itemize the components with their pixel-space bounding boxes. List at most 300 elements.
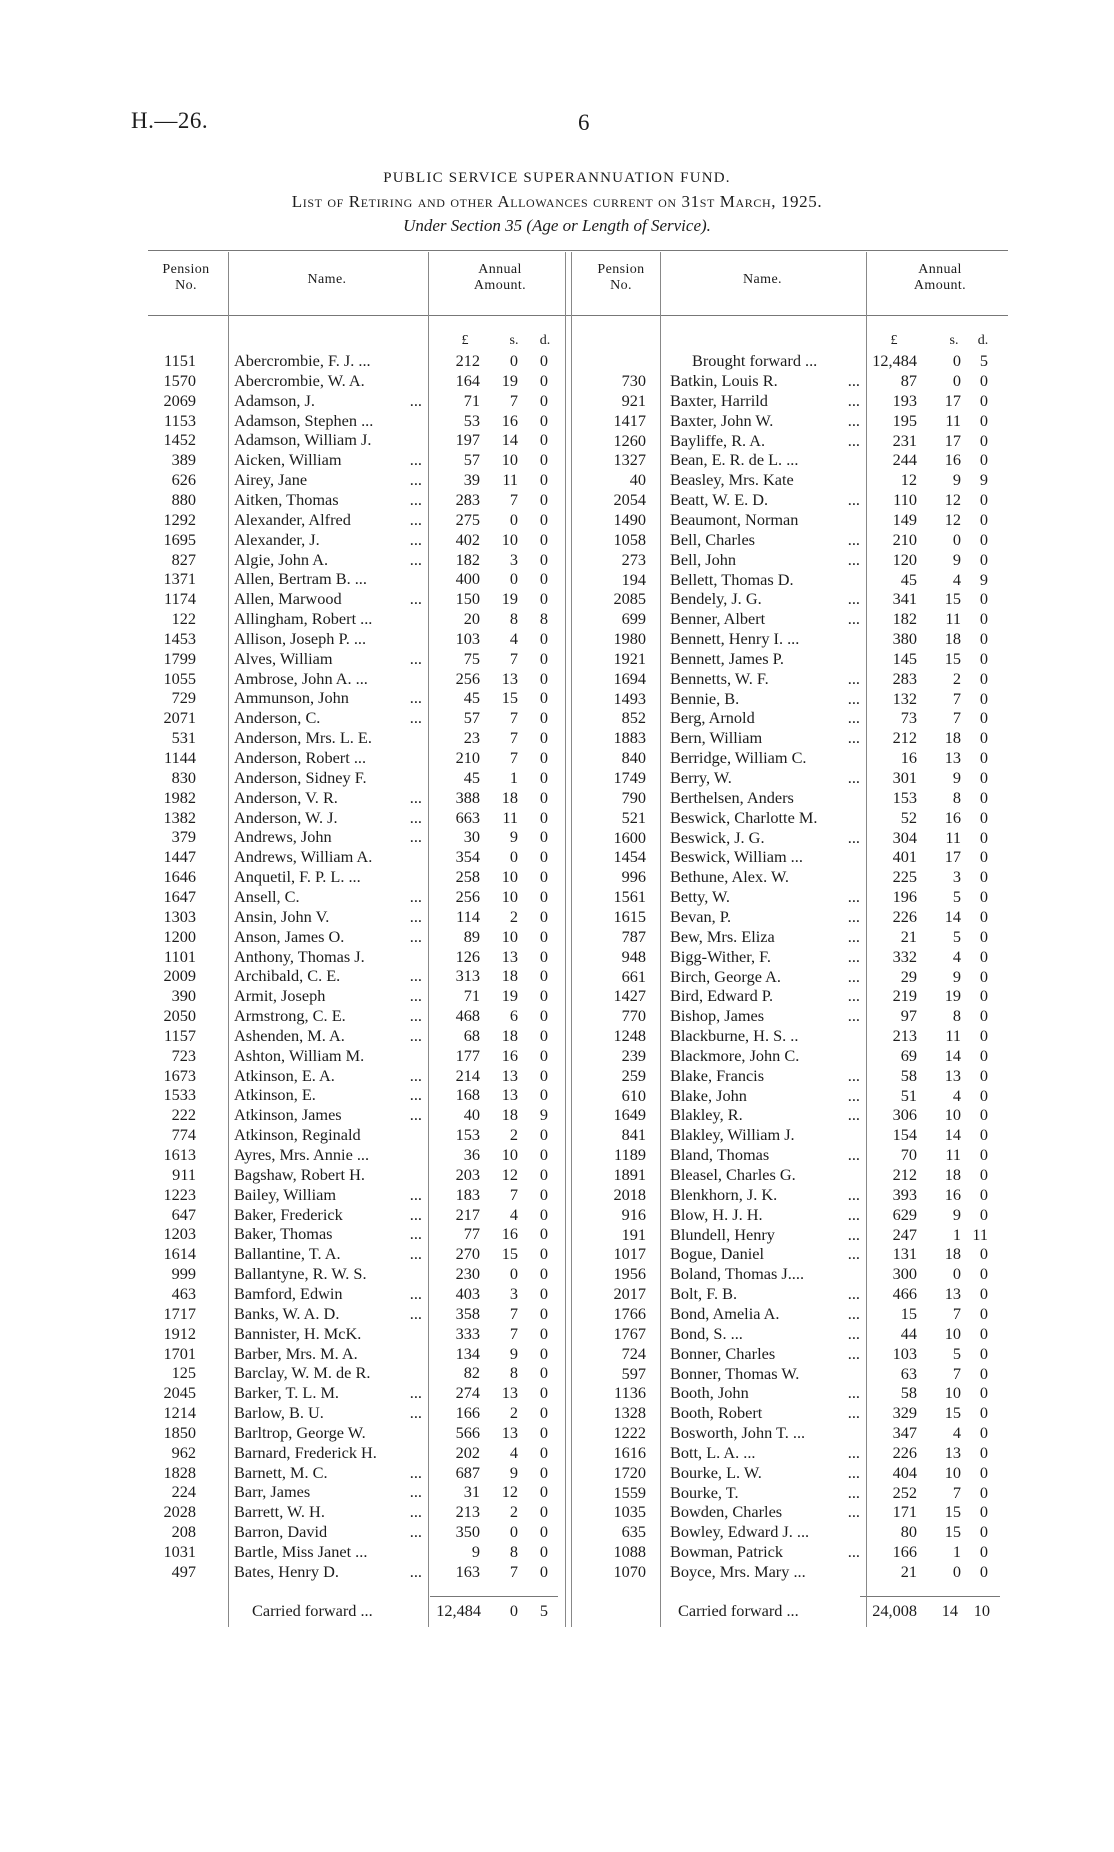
amount-pounds: 231: [892, 430, 917, 450]
amount-pounds: 270: [455, 1244, 480, 1264]
amount-pounds: 210: [455, 748, 480, 767]
amount-pence: 0: [979, 807, 988, 827]
pension-row: [0, 411, 1114, 431]
amount-pence: 0: [539, 1561, 548, 1581]
pension-number: 1701: [163, 1343, 196, 1363]
pension-number: 962: [171, 1442, 196, 1462]
amount-pounds: 313: [455, 966, 480, 986]
amount-shillings: 0: [509, 1264, 518, 1284]
leader-dots: ...: [847, 390, 860, 410]
amount-pounds: 120: [892, 549, 917, 569]
pensioner-name: Barnard, Frederick H.: [234, 1442, 377, 1462]
amount-pounds: 20: [463, 609, 480, 629]
pensioner-name: Ansin, John V.: [234, 906, 330, 926]
pension-number: 597: [621, 1363, 646, 1383]
pension-number: 1646: [163, 867, 196, 887]
amount-shillings: 2: [509, 1502, 518, 1522]
pension-number: 1695: [163, 529, 196, 549]
amount-shillings: 13: [944, 748, 961, 768]
leader-dots: ...: [847, 1065, 860, 1085]
pension-number: 273: [621, 549, 646, 569]
pensioner-name: Atkinson, E. A.: [234, 1065, 335, 1085]
pension-number: 389: [171, 450, 196, 470]
amount-shillings: 9: [509, 1462, 518, 1482]
pensioner-name: Blenkhorn, J. K.: [670, 1184, 778, 1204]
pension-row: [0, 1463, 1114, 1483]
amount-shillings: 0: [509, 569, 518, 589]
pension-number: 1649: [613, 1105, 646, 1125]
pensioner-name: Anson, James O.: [234, 926, 345, 946]
amount-pounds: 274: [455, 1383, 480, 1403]
pension-number: 1891: [613, 1165, 646, 1184]
amount-pence: 0: [539, 1164, 548, 1184]
amount-shillings: 8: [509, 1542, 518, 1561]
pension-number: 1453: [163, 628, 196, 648]
pension-row: [0, 1542, 1114, 1562]
amount-pounds: 36: [463, 1145, 480, 1164]
pensioner-name: Benner, Albert: [670, 609, 766, 629]
pension-number: 2085: [613, 589, 646, 609]
pensioner-name: Atkinson, Reginald: [234, 1125, 361, 1145]
pension-number: 1454: [613, 847, 646, 867]
amount-shillings: 5: [952, 887, 961, 907]
pensioner-name: Barron, David: [234, 1522, 328, 1542]
amount-pounds: 30: [463, 827, 480, 847]
amount-shillings: 17: [944, 390, 961, 410]
pension-number: 1616: [613, 1442, 646, 1462]
amount-shillings: 14: [944, 1045, 961, 1065]
pension-row: [0, 1026, 1114, 1046]
amount-pounds: 150: [455, 589, 480, 609]
amount-shillings: 8: [509, 609, 518, 629]
amount-pounds: 58: [900, 1065, 917, 1085]
amount-pounds: 153: [455, 1125, 480, 1145]
amount-pence: 0: [979, 629, 988, 649]
leader-dots: ...: [847, 430, 860, 450]
amount-pence: 0: [539, 1502, 548, 1522]
pensioner-name: Berridge, William C.: [670, 748, 807, 768]
pensioner-name: Bellett, Thomas D.: [670, 569, 794, 589]
leader-dots: ...: [847, 549, 860, 569]
pension-number: 1417: [613, 410, 646, 430]
amount-shillings: 16: [944, 450, 961, 470]
amount-shillings: 4: [509, 1442, 518, 1462]
leader-dots: ...: [847, 410, 860, 430]
amount-pence: 0: [539, 867, 548, 887]
amount-shillings: 10: [944, 1323, 961, 1343]
amount-pounds: 63: [900, 1363, 917, 1383]
leader-dots: ...: [847, 768, 860, 787]
amount-pence: 0: [979, 966, 988, 986]
leader-dots: ...: [847, 1145, 860, 1165]
amount-shillings: 7: [952, 1482, 961, 1502]
pensioner-name: Adamson, Stephen ...: [234, 410, 374, 430]
amount-shillings: 17: [944, 430, 961, 450]
amount-shillings: 13: [501, 1383, 518, 1403]
pension-number: 2050: [163, 1006, 196, 1026]
amount-shillings: 10: [501, 450, 518, 470]
amount-pounds: 45: [900, 569, 917, 589]
amount-pence: 0: [539, 370, 548, 390]
amount-pence: 0: [539, 827, 548, 847]
header-name: Name.: [743, 272, 782, 287]
pensioner-name: Barr, James: [234, 1482, 311, 1502]
leader-dots: ...: [847, 1442, 860, 1462]
amount-pence: 0: [539, 1422, 548, 1442]
amount-pence: 0: [539, 688, 548, 708]
pensioner-name: Birch, George A.: [670, 966, 781, 986]
pensioner-name: Baxter, Harrild: [670, 390, 768, 410]
amount-shillings: 15: [944, 648, 961, 668]
amount-pence: 0: [539, 470, 548, 490]
amount-pence: 0: [539, 1343, 548, 1363]
amount-shillings: 0: [952, 1264, 961, 1284]
pension-number: 2069: [163, 390, 196, 410]
amount-pounds: 57: [463, 708, 480, 728]
amount-shillings: 17: [944, 847, 961, 867]
amount-shillings: 9: [952, 966, 961, 986]
pension-row: [0, 967, 1114, 987]
pension-number: 2045: [163, 1383, 196, 1403]
right-total-rule: [860, 1596, 1000, 1597]
pensioner-name: Bond, Amelia A.: [670, 1303, 780, 1323]
amount-shillings: 18: [944, 1244, 961, 1264]
amount-pounds: 256: [455, 668, 480, 688]
amount-pounds: 214: [455, 1065, 480, 1085]
amount-pence: 0: [979, 1303, 988, 1323]
amount-shillings: 18: [944, 629, 961, 649]
amount-pounds: 182: [892, 609, 917, 629]
pension-number: 1912: [163, 1323, 196, 1343]
amount-shillings: 10: [501, 529, 518, 549]
amount-shillings: 13: [944, 1065, 961, 1085]
pension-number: 1203: [163, 1224, 196, 1244]
pension-number: 1248: [613, 1026, 646, 1046]
amount-shillings: 1: [509, 767, 518, 787]
amount-shillings: 18: [501, 966, 518, 986]
amount-shillings: 7: [509, 1323, 518, 1343]
amount-pounds: 153: [892, 787, 917, 807]
amount-pence: 0: [539, 748, 548, 767]
amount-shillings: 12: [501, 1482, 518, 1502]
header-pension-no: Pension No.: [162, 262, 210, 293]
amount-pence: 0: [539, 767, 548, 787]
pension-number: 1921: [613, 648, 646, 668]
pensioner-name: Bailey, William: [234, 1184, 336, 1204]
amount-pence: 0: [539, 708, 548, 728]
pensioner-name: Blackburne, H. S. ..: [670, 1026, 799, 1046]
amount-pounds: 341: [892, 589, 917, 609]
amount-pounds: 89: [463, 926, 480, 946]
amount-pounds: 16: [900, 748, 917, 768]
pension-number: 770: [621, 1006, 646, 1026]
leader-dots: ...: [409, 529, 422, 549]
amount-shillings: 0: [952, 529, 961, 549]
leader-dots: ...: [409, 1462, 422, 1482]
pension-number: 1017: [613, 1244, 646, 1264]
pensioner-name: Ballantine, T. A.: [234, 1244, 341, 1264]
amount-pounds: 401: [892, 847, 917, 867]
amount-shillings: 2: [509, 906, 518, 926]
amount-pounds: 166: [455, 1403, 480, 1423]
leader-dots: ...: [409, 1224, 422, 1244]
amount-pounds: 9: [471, 1542, 480, 1561]
amount-pounds: 388: [455, 787, 480, 807]
pension-number: 2018: [613, 1184, 646, 1204]
amount-pence: 0: [539, 1383, 548, 1403]
leader-dots: ...: [847, 926, 860, 946]
amount-shillings: 13: [501, 1422, 518, 1442]
pension-number: 1327: [613, 450, 646, 470]
pension-number: 1144: [164, 748, 196, 767]
pension-number: 699: [621, 609, 646, 629]
pensioner-name: Bannister, H. McK.: [234, 1323, 362, 1343]
amount-pounds: 23: [463, 728, 480, 748]
amount-pounds: 301: [892, 768, 917, 787]
amount-pence: 0: [539, 589, 548, 609]
carried-forward-label: Carried forward ...: [678, 1601, 799, 1620]
amount-pounds: 44: [900, 1323, 917, 1343]
amount-shillings: 10: [501, 867, 518, 887]
amount-shillings: 13: [501, 946, 518, 966]
amount-pence: 0: [539, 1363, 548, 1383]
pensioner-name: Berthelsen, Anders: [670, 787, 794, 807]
amount-pence: 5: [979, 351, 988, 370]
pensioner-name: Blake, John: [670, 1085, 747, 1105]
amount-pence: 0: [979, 1045, 988, 1065]
pension-number: 1382: [163, 807, 196, 827]
pension-number: 463: [171, 1283, 196, 1303]
amount-pounds: 195: [892, 410, 917, 430]
pension-row: [0, 689, 1114, 709]
pensioner-name: Bew, Mrs. Eliza: [670, 926, 775, 946]
leader-dots: ...: [409, 470, 422, 490]
amount-shillings: 9: [509, 1343, 518, 1363]
amount-pounds: 283: [892, 668, 917, 688]
amount-pence: 0: [979, 1442, 988, 1462]
pensioner-name: Alexander, Alfred: [234, 509, 351, 529]
pension-row: [0, 1006, 1114, 1026]
amount-pence: 0: [539, 1006, 548, 1026]
amount-shillings: 3: [952, 867, 961, 887]
pension-number: 1153: [164, 410, 196, 430]
pension-number: 208: [171, 1522, 196, 1542]
leader-dots: ...: [409, 648, 422, 668]
amount-shillings: 18: [944, 728, 961, 748]
pensioner-name: Boland, Thomas J....: [670, 1264, 805, 1284]
pensioner-name: Bayliffe, R. A.: [670, 430, 766, 450]
amount-pounds: 110: [893, 490, 917, 510]
pensioner-name: Algie, John A.: [234, 549, 329, 569]
amount-pounds: 354: [455, 847, 480, 867]
amount-pounds: 82: [463, 1363, 480, 1383]
pension-number: 1883: [613, 728, 646, 748]
amount-pounds: 70: [900, 1145, 917, 1165]
amount-pence: 0: [539, 668, 548, 688]
pensioner-name: Anderson, Mrs. L. E.: [234, 728, 372, 748]
pension-row: [0, 1145, 1114, 1165]
pensioner-name: Bevan, P.: [670, 906, 732, 926]
pension-number: 191: [621, 1224, 646, 1244]
amount-pounds: 77: [463, 1224, 480, 1244]
amount-pence: 0: [979, 668, 988, 688]
pension-number: 125: [171, 1363, 196, 1383]
amount-pounds: 404: [892, 1462, 917, 1482]
amount-pounds: 68: [463, 1025, 480, 1045]
pension-number: 911: [172, 1164, 196, 1184]
amount-shillings: 7: [509, 1303, 518, 1323]
pensioner-name: Ambrose, John A. ...: [234, 668, 368, 688]
amount-pence: 0: [979, 1502, 988, 1522]
leader-dots: ...: [847, 1323, 860, 1343]
pensioner-name: Anderson, C.: [234, 708, 321, 728]
pensioner-name: Bean, E. R. de L. ...: [670, 450, 799, 470]
amount-pounds: 350: [455, 1522, 480, 1542]
amount-shillings: 15: [944, 589, 961, 609]
pensioner-name: Bagshaw, Robert H.: [234, 1164, 365, 1184]
amount-pence: 0: [539, 1522, 548, 1542]
leader-dots: ...: [847, 966, 860, 986]
pensioner-name: Anquetil, F. P. L. ...: [234, 867, 361, 887]
amount-pounds: 202: [455, 1442, 480, 1462]
leader-dots: ...: [409, 787, 422, 807]
amount-shillings: 18: [501, 1105, 518, 1125]
amount-shillings: 10: [944, 1462, 961, 1482]
pension-number: 1850: [163, 1422, 196, 1442]
pensioner-name: Bennett, James P.: [670, 648, 784, 668]
pension-number: 1600: [613, 827, 646, 847]
pensioner-name: Bern, William: [670, 728, 763, 748]
pension-number: 1371: [163, 569, 196, 589]
amount-pence: 0: [539, 728, 548, 748]
pensioner-name: Barker, T. L. M.: [234, 1383, 340, 1403]
pension-number: 222: [171, 1105, 196, 1125]
amount-shillings: 15: [944, 1403, 961, 1423]
pension-number: 787: [621, 926, 646, 946]
amount-pence: 0: [979, 1383, 988, 1403]
amount-shillings: 1: [952, 1224, 961, 1244]
pension-number: 1615: [613, 906, 646, 926]
list-title-text: List of Retiring and other Allowances current on 31st March, 1925.: [291, 192, 823, 211]
pension-number: 1559: [613, 1482, 646, 1502]
pensioner-name: Bowden, Charles: [670, 1502, 783, 1522]
amount-shillings: 0: [509, 1522, 518, 1542]
amount-shillings: 4: [952, 569, 961, 589]
pension-row: [0, 1284, 1114, 1304]
amount-pounds: 217: [455, 1204, 480, 1224]
amount-pence: 0: [539, 410, 548, 430]
pensioner-name: Batkin, Louis R.: [670, 371, 778, 390]
leader-dots: ...: [409, 708, 422, 728]
amount-shillings: 7: [952, 1303, 961, 1323]
amount-pounds: 629: [892, 1204, 917, 1224]
pension-number: 1223: [163, 1184, 196, 1204]
leader-dots: ...: [847, 708, 860, 728]
pension-number: 1614: [163, 1244, 196, 1264]
leader-dots: ...: [409, 1244, 422, 1264]
amount-shillings: 10: [944, 1105, 961, 1125]
pension-number: 1767: [613, 1323, 646, 1343]
pension-row: [0, 589, 1114, 609]
pension-row: [0, 1225, 1114, 1245]
pension-number: 1766: [613, 1303, 646, 1323]
amount-shillings: 0: [509, 351, 518, 370]
amount-pence: 0: [979, 1423, 988, 1443]
amount-pounds: 69: [900, 1045, 917, 1065]
amount-pence: 0: [539, 351, 548, 370]
amount-pounds: 166: [892, 1542, 917, 1562]
pension-row: [0, 1423, 1114, 1443]
amount-shillings: 0: [952, 1562, 961, 1581]
leader-dots: ...: [409, 450, 422, 470]
amount-pounds: 164: [455, 370, 480, 390]
amount-pounds: 29: [900, 966, 917, 986]
amount-pence: 0: [539, 489, 548, 509]
amount-pounds: 80: [900, 1522, 917, 1542]
leader-dots: ...: [847, 986, 860, 1006]
pension-number: 790: [621, 787, 646, 807]
pension-row: [0, 847, 1114, 867]
amount-pence: 0: [979, 450, 988, 470]
pension-number: 852: [621, 708, 646, 728]
amount-pounds: 103: [455, 628, 480, 648]
amount-shillings: 9: [952, 470, 961, 490]
amount-pence: 0: [979, 1105, 988, 1125]
pensioner-name: Beaumont, Norman: [670, 509, 799, 529]
amount-pence: 0: [539, 926, 548, 946]
amount-pence: 0: [539, 390, 548, 410]
pension-number: 1260: [613, 430, 646, 450]
amount-pounds: 212: [892, 728, 917, 748]
amount-pence: 0: [979, 728, 988, 748]
leader-dots: ...: [409, 1303, 422, 1323]
pensioner-name: Booth, John: [670, 1383, 749, 1403]
amount-pounds: 212: [455, 351, 480, 370]
pensioner-name: Baxter, John W.: [670, 410, 774, 430]
left-total-rule: [430, 1596, 558, 1597]
pension-row: [0, 1185, 1114, 1205]
pensioner-name: Ansell, C.: [234, 886, 300, 906]
amount-pounds: 132: [892, 688, 917, 708]
pension-number: 1303: [163, 906, 196, 926]
amount-pence: 0: [979, 648, 988, 668]
page-reference: H.—26.: [131, 108, 209, 133]
amount-pounds: 193: [892, 390, 917, 410]
pension-number: 880: [171, 489, 196, 509]
amount-pounds: 252: [892, 1482, 917, 1502]
pensioner-name: Bond, S. ...: [670, 1323, 743, 1343]
pension-row: [0, 1244, 1114, 1264]
leader-dots: ...: [409, 1065, 422, 1085]
pensioner-name: Bowley, Edward J. ...: [670, 1522, 810, 1542]
amount-pence: 0: [979, 708, 988, 728]
pensioner-name: Andrews, William A.: [234, 847, 373, 867]
pensioner-name: Blake, Francis: [670, 1065, 765, 1085]
leader-dots: ...: [847, 887, 860, 907]
amount-shillings: 3: [509, 1283, 518, 1303]
amount-pence: 0: [979, 1204, 988, 1224]
leader-dots: ...: [847, 1085, 860, 1105]
pensioner-name: Bourke, L. W.: [670, 1462, 762, 1482]
unit-shilling: s.: [949, 333, 959, 348]
pensioner-name: Bates, Henry D.: [234, 1561, 339, 1581]
amount-pence: 0: [539, 1085, 548, 1105]
pension-row: [0, 1205, 1114, 1225]
pension-number: 1749: [613, 768, 646, 787]
amount-shillings: 10: [501, 886, 518, 906]
amount-pounds: 226: [892, 906, 917, 926]
amount-shillings: 9: [952, 768, 961, 787]
